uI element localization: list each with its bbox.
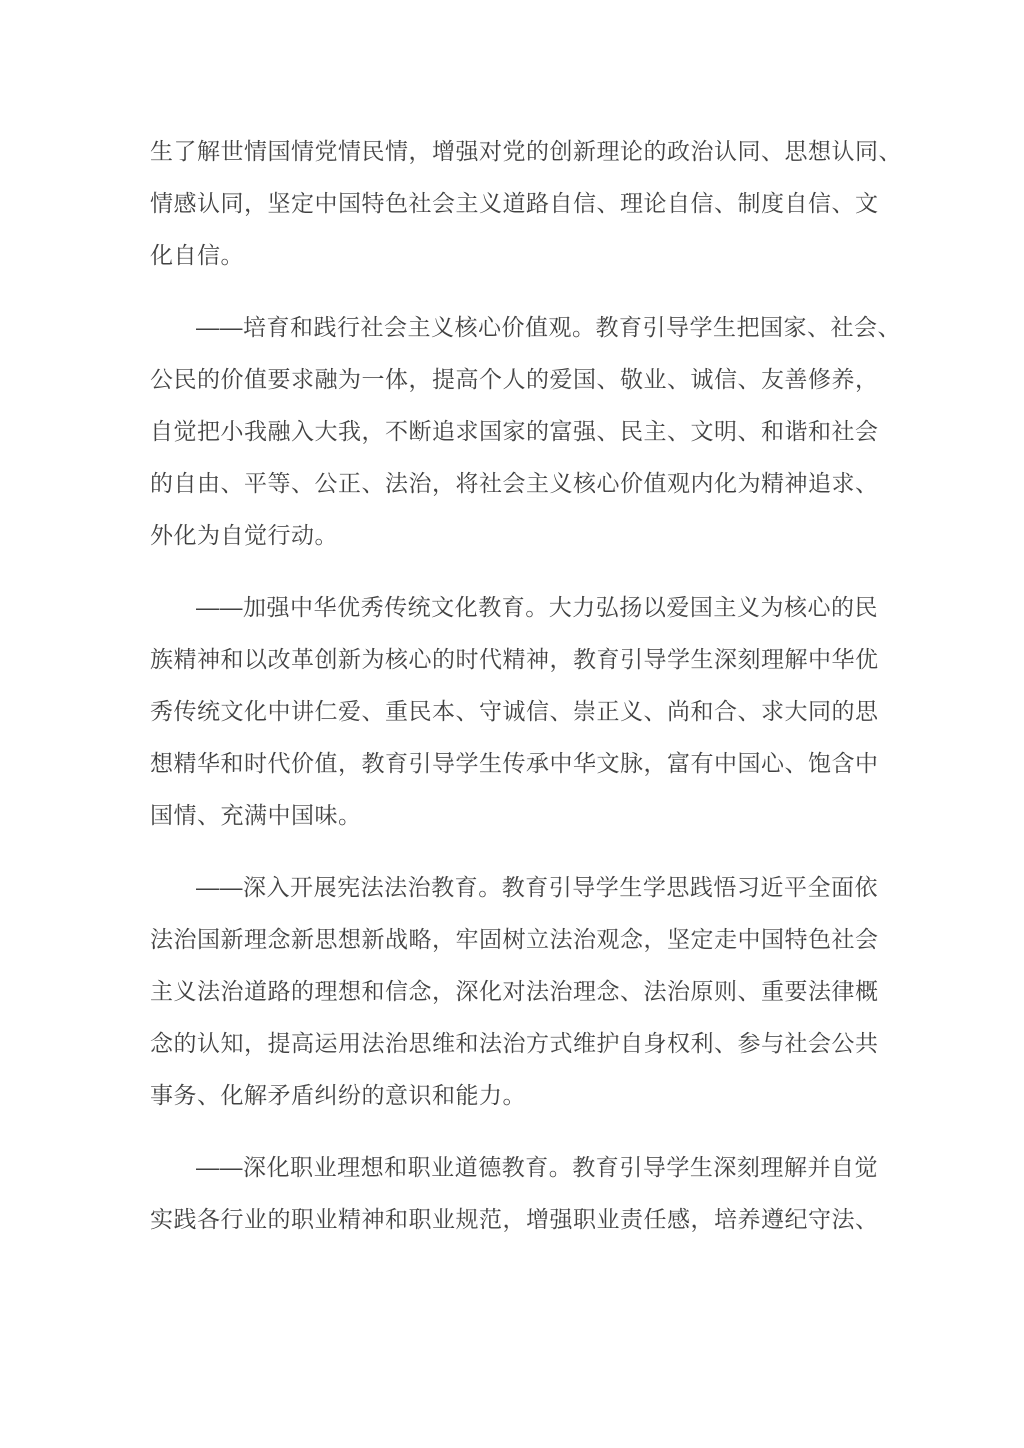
paragraph bbox=[150, 581, 878, 841]
text-line: 生了解世情国情党情民情，增强对党的创新理论的政治认同、思想认同、 bbox=[150, 138, 902, 164]
text-line: ——深入开展宪法法治教育。教育引导学生学思践悟习近平全面依 bbox=[196, 874, 878, 900]
text-line: ——深化职业理想和职业道德教育。教育引导学生深刻理解并自觉 bbox=[196, 1154, 878, 1180]
text-line: 国情、充满中国味。 bbox=[150, 802, 362, 828]
text-line: 化自信。 bbox=[150, 242, 244, 268]
paragraph bbox=[150, 1141, 878, 1245]
text-line: 自觉把小我融入大我，不断追求国家的富强、民主、文明、和谐和社会 bbox=[150, 418, 879, 444]
text-line: 法治国新理念新思想新战略，牢固树立法治观念，坚定走中国特色社会 bbox=[150, 926, 879, 952]
text-line: 情感认同，坚定中国特色社会主义道路自信、理论自信、制度自信、文 bbox=[150, 190, 879, 216]
text-line: ——加强中华优秀传统文化教育。大力弘扬以爱国主义为核心的民 bbox=[196, 594, 878, 620]
text-line: 念的认知，提高运用法治思维和法治方式维护自身权利、参与社会公共 bbox=[150, 1030, 879, 1056]
text-line: 实践各行业的职业精神和职业规范，增强职业责任感，培养遵纪守法、 bbox=[150, 1206, 879, 1232]
text-line: 秀传统文化中讲仁爱、重民本、守诚信、崇正义、尚和合、求大同的思 bbox=[150, 698, 879, 724]
text-line: 想精华和时代价值，教育引导学生传承中华文脉，富有中国心、饱含中 bbox=[150, 750, 879, 776]
text-line: ——培育和践行社会主义核心价值观。教育引导学生把国家、社会、 bbox=[196, 314, 901, 340]
paragraph bbox=[150, 861, 878, 1121]
text-line: 公民的价值要求融为一体，提高个人的爱国、敬业、诚信、友善修养， bbox=[150, 366, 879, 392]
text-line: 外化为自觉行动。 bbox=[150, 522, 338, 548]
text-line: 的自由、平等、公正、法治，将社会主义核心价值观内化为精神追求、 bbox=[150, 470, 879, 496]
text-line: 主义法治道路的理想和信念，深化对法治理念、法治原则、重要法律概 bbox=[150, 978, 879, 1004]
text-line: 事务、化解矛盾纠纷的意识和能力。 bbox=[150, 1082, 526, 1108]
text-line: 族精神和以改革创新为核心的时代精神，教育引导学生深刻理解中华优 bbox=[150, 646, 879, 672]
paragraph bbox=[150, 301, 901, 561]
paragraph bbox=[150, 125, 902, 281]
